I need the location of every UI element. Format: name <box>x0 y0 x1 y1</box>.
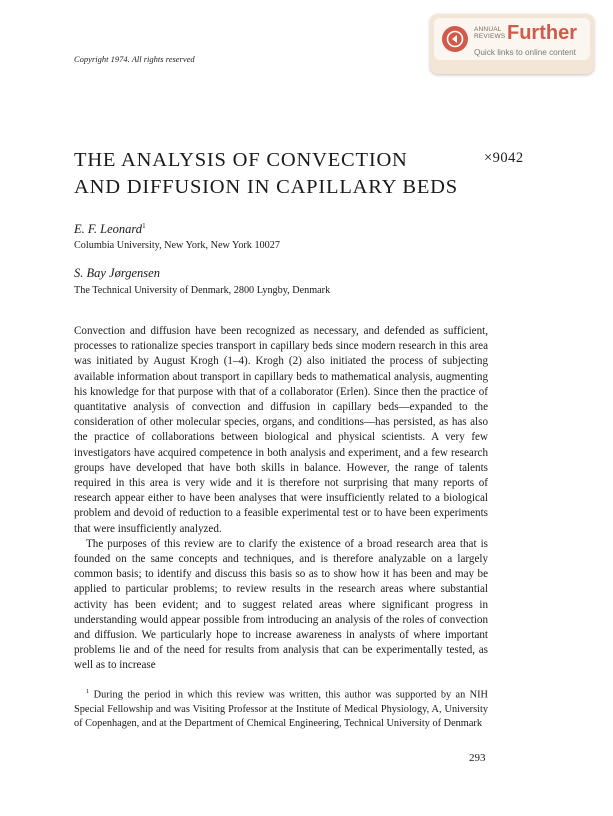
author-2-text: S. Bay Jørgensen <box>74 266 160 280</box>
title-line-2: AND DIFFUSION IN CAPILLARY BEDS <box>74 176 458 198</box>
further-badge-panel[interactable] <box>434 18 590 60</box>
further-subtitle: Quick links to online content <box>474 48 576 57</box>
annual-reviews-logo-icon <box>442 26 468 52</box>
reviews-label: REVIEWS <box>474 33 506 40</box>
article-code: ×9042 <box>484 150 524 166</box>
further-links-badge[interactable] <box>430 14 594 74</box>
author-2-name <box>74 266 160 281</box>
annual-label: ANNUAL <box>474 26 502 33</box>
author-1-affiliation: Columbia University, New York, New York 10027 <box>74 240 280 251</box>
body-paragraph-1: Convection and diffusion have been recognized as necessary, and defended as sufficient, processes to rationalize species transport in capillary beds since modern research in this area was initiated by August Krogh (1–4). Krogh (2) also initiated the process of subjecting available information about transport in capillary beds to mathematical analysis, augmenting his knowledge for that purpose with that of a collaborator (Erlen). Since then the practice of quantitative analysis of convection and diffusion in capillary beds—expanded to the consideration of other molecular species, organs, and conditions—has persisted, as has also the practice of collaborations between biological and physical scientists. A very few investigators have acquired competence in both analysis and experiment, and a few research groups have developed that have both skills in balance. However, the range of talents required in this area is very wide and it is therefore not surprising that many reports of research appear either to have been analyses that were insufficiently related to a biological problem and devoid of reduction to a feasible experimental test or to have been experiments that were insufficiently analyzed. <box>74 325 488 535</box>
footnote-text: During the period in which this review was written, this author was supported by an NIH Special Fellowship and was Visiting Professor at the Institute of Medical Physiology, A, University of Copenhagen, and at the Department of Chemical Engineering, Technical University of Denmark <box>74 689 488 729</box>
page-number: 293 <box>469 752 486 764</box>
author-1-name <box>74 222 146 237</box>
body-paragraph-2: The purposes of this review are to clarify the existence of a broad research area that is founded on the same concepts and techniques, and is therefore analyzable on a largely common basis; to identify and discuss this basis so as to show how it has been and may be applied to particular problems; to review results in the research areas where substantial activity has been evident; and to suggest related areas where significant progress in understanding would appear possible from introducing an analysis of the roles of convection and diffusion. We particularly hope to increase awareness in analysts of where important problems lie and of the need for results from analysis that can be experimentally tested, as well as to increase <box>74 537 488 672</box>
annual-reviews-wordmark <box>474 26 505 40</box>
footnote <box>74 685 488 731</box>
title-line-1: THE ANALYSIS OF CONVECTION <box>74 149 408 171</box>
author-2-affiliation: The Technical University of Denmark, 2800 Lyngby, Denmark <box>74 285 331 296</box>
further-word: Further <box>507 22 577 44</box>
footnote-mark: 1 <box>86 688 90 695</box>
article-title <box>74 147 504 201</box>
author-1-footnote-mark: 1 <box>142 222 146 230</box>
article-body <box>74 324 488 674</box>
author-1-text: E. F. Leonard <box>74 222 143 237</box>
copyright-notice: Copyright 1974. All rights reserved <box>74 54 195 64</box>
